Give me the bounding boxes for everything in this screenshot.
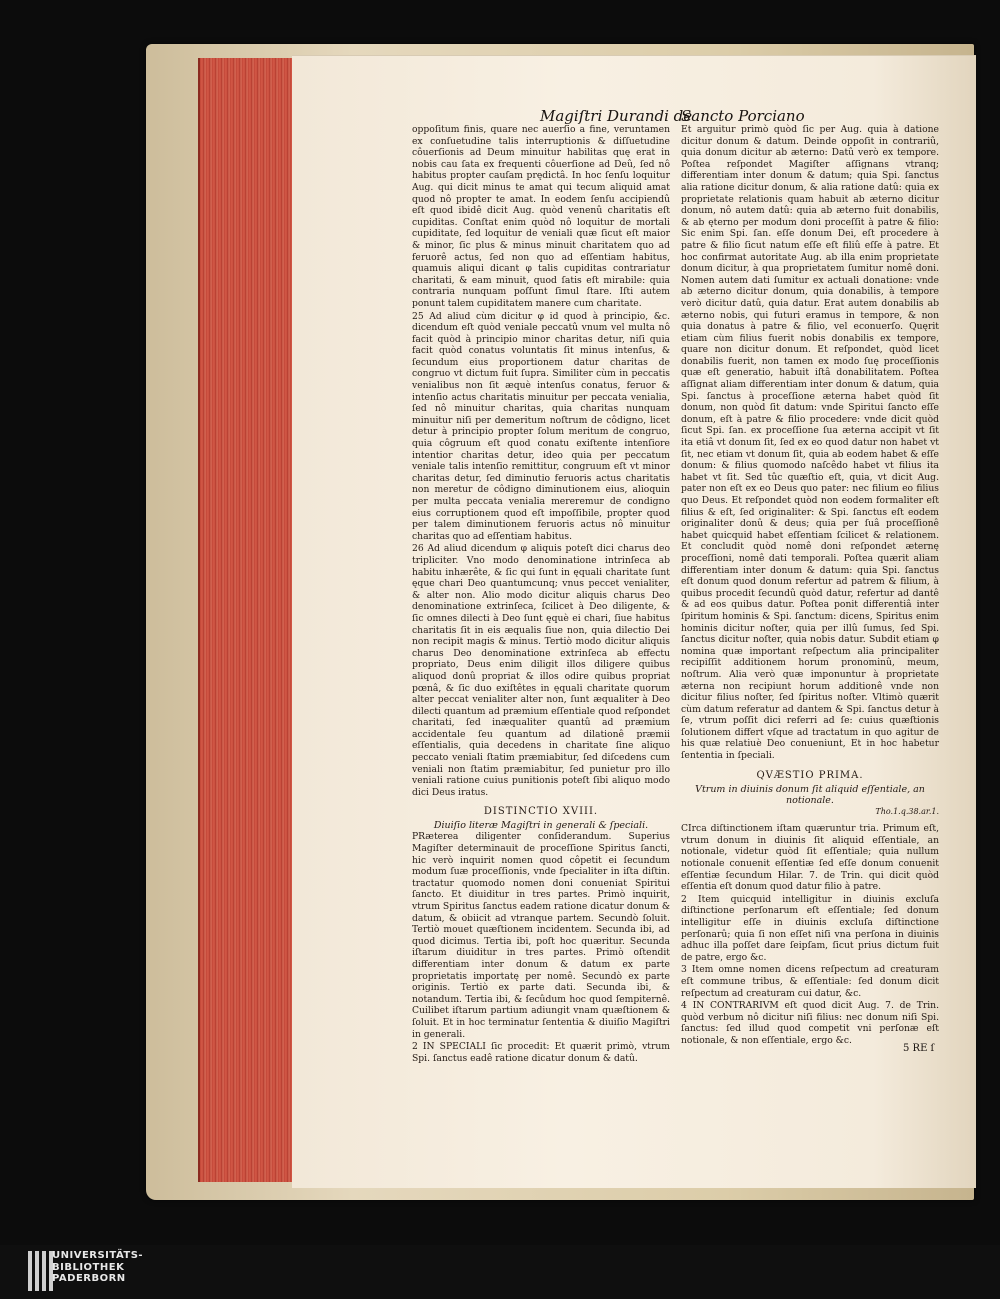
library-logo-text: [52, 1250, 143, 1285]
footer-bar: [0, 1245, 1000, 1299]
distinction-heading: DISTINCTIO XVIII.: [483, 806, 599, 818]
text-column-left: [412, 124, 670, 1064]
paragraph: 3 Item omne nomen dicens reſpectum ad creaturam eſt commune tribus, & eſſentiale: ſed donum dicit reſpectum ad creaturam cui datur, &c.: [681, 964, 939, 999]
paragraph: 4 IN CONTRARIVM eſt quod dicit Aug. 7. de Trin. quòd verbum nô dicitur niſi filius: nec donum niſi Spi. ſanctus: ſed illud quod competit vni perſonæ eſt notionale, & non eſſentiale, ergo &c.: [681, 1000, 939, 1046]
paragraph: CIrca diſtinctionem iſtam quæruntur tria. Primum eſt, vtrum donum in diuinis ſit aliquid eſſentiale, an notionale, videtur quòd ſit eſſentiale; quia nullum notionale conuenit eſſentiæ ſed eſſe donum conuenit eſſentiæ ſecundum Hilar. 7. de Trin. qui dicit quòd eſſentia eſt donum quod datur filio à patre.: [681, 823, 939, 893]
running-head-right: Sancto Porciano: [681, 107, 805, 125]
running-head-left: Magiſtri Durandi de: [540, 107, 693, 125]
text-column-right: [681, 124, 939, 1044]
paragraph: Et arguitur primò quòd ſic per Aug. quia à datione dicitur donum & datum. Deinde oppoſit in contrariû, quia donum dicitur ab æterno: Datû verò ex tempore. Poſtea reſpondet Magiſter aſſignans vtranq; differentiam inter donum & datum; quia Spi. ſanctus alia ratione dicitur donum, & alia ratione datû: quia ex proprietate relationis quam habuit ab æterno dicitur donum, nô autem datû: quia ab æterno fuit donabilis, & ab ęterno per modum doni proceſſit à patre & filio: Sic enim Spi. ſan. eſſe donum Dei, eſt procedere à patre & filio ſicut natum eſſe eſt filiû eſſe à patre. Et hoc confirmat autoritate Aug. ab illa enim proprietate donum dicitur, à qua proprietatem ſumitur nomê doni. Nomen autem dati ſumitur ex actuali donatione: vnde ab æterno dicitur donum, quia donabilis, à tempore verò dicitur datû, quia datur. Erat autem donabilis ab æterno nobis, qui futuri eramus in tempore, & non quia donatus à patre & filio, vel econuerſo. Quęrit etiam cùm filius fuerit nobis donabilis ex tempore, quare non dicitur donum. Et reſpondet, quòd licet donabilis fuerit, non tamen ex modo ſuę proceſſionis quæ eſt generatio, habuit iſtâ donabilitatem. Poſtea aſſignat aliam differentiam inter donum & datum, quia Spi. ſanctus à proceſſione æterna habet quòd ſit donum, non quòd ſit datum: vnde Spiritui ſancto eſſe donum, eſt à patre & filio procedere: vnde dicit quòd ſicut Spi. ſan. ex proceſſione ſua æterna accipit vt ſit ita etiâ vt donum ſit, ſed ex eo quod datur non habet vt ſit, nec etiam vt donum ſit, quia ab eodem habet & eſſe donum: & filius quomodo naſcêdo habet vt filius ita habet vt ſit. Sed tûc quæſtio eſt, quia, vt dicit Aug. pater non eſt ex eo Deus quo pater: nec filium eo filius quo Deus. Et reſpondet quòd non eodem formaliter eſt filius & eſt, ſed originaliter: & Spi. ſanctus eſt eodem originaliter donû & deus; quia per ſuâ proceſſionê habet quicquid habet eſſentiam ſcilicet & relationem. Et concludit quòd nomê doni reſpondet æternę proceſſioni, nomê dati temporali. Poſtea quærit aliam differentiam inter donum & datum: quia Spi. ſanctus eſt donum quod donum refertur ad patrem & filium, à quibus procedit ſecundû quòd datur, refertur ad dantê & ad eos quibus datur. Poſtea ponit differentiâ inter ſpiritum hominis & Spi. ſanctum: dicens, Spiritus enim hominis dicitur noſter, quia per illû ſumus, ſed Spi. ſanctus dicitur noſter, quia nobis datur. Subdit etiam φ nomina quæ important reſpectum alia principaliter recipiſſit additionem horum pronominû, meum, noſtrum. Alia verò quæ imponuntur à proprietate æterna non recipiunt horum additionê vnde non dicitur filius noſter, ſed ſpiritus noſter. Vltimò quærit cùm datum referatur ad dantem & Spi. ſanctus detur à ſe, vtrum poſſit dici referri ad ſe: cuius quæſtionis ſolutionem differt vſque ad tractatum in quo agitur de his quæ relatiuè Deo conueniunt, Et in hoc habetur ſententia in ſpeciali.: [681, 124, 939, 762]
paragraph: 25 Ad aliud cùm dicitur φ id quod à principio, &c. dicendum eſt quòd veniale peccatû vnum vel multa nô facit quòd à principio minor charitas detur, niſi quia facit quòd conatus voluntatis ſit minus intenſus, & ſecundum eius proportionem datur charitas de congruo vt dictum fuit ſupra. Similiter cùm in peccatis venialibus non ſit æquè intenſus conatus, feruor & intenſio actus charitatis minuitur per peccata venialia, ſed nô minuitur charitas, quia charitas nunquam minuitur niſi per demeritum noſtrum de côdigno, licet detur à principio propter ſolum meritum de congruo, quia côgruum eſt quod conatu exiſtente intenſiore intentior charitas detur, ideo quia per peccatum veniale talis intenſio remittitur, congruum eſt vt minor charitas detur, ſed diminutio feruoris actus charitatis non meretur de côdigno diminutionem eius, alioquin per multa peccata venialia mereremur de condigno eius corruptionem quod eſt impoſſibile, propter quod per talem diminutionem feruoris actus nô minuitur charitas quo ad eſſentiam habitus.: [412, 310, 670, 542]
library-logo-icon: [28, 1251, 53, 1291]
paragraph: PRæterea diligenter conſiderandum. Superius Magiſter determinauit de proceſſione Spiritus ſancti, hic verò inquirit nomen quod côpetit ei ſecundum modum ſuæ proceſſionis, vnde ſpecialiter in iſta diſtin. tractatur quomodo nomen doni conueniat Spiritui ſancto. Et diuiditur in tres partes. Primò inquirit, vtrum Spiritus ſanctus eadem ratione dicatur donum & datum, & obiicit ad vtranque partem. Secundò ſoluit. Tertiò mouet quæſtionem incidentem. Secunda ibi, ad quod dicimus. Tertia ibi, poſt hoc quæritur. Secunda iſtarum diuiditur in tres partes. Primò oſtendit differentiam inter donum & datum ex parte proprietatis importatę per nomê. Secundò ex parte originis. Tertiò ex parte dati. Secunda ibi, & notandum. Tertia ibi, & ſecûdum hoc quod ſempiternê. Cuilibet iſtarum partium adiungit vnam quæſtionem & ſoluit. Et in hoc terminatur ſententia & diuiſio Magiſtri in generali.: [412, 831, 670, 1040]
logo-line: UNIVERSITÄTS-: [52, 1250, 144, 1261]
paragraph: 2 IN SPECIALI ſic procedit: Et quærit primò, vtrum Spi. ſanctus eadê ratione dicatur donum & datû.: [412, 1041, 670, 1064]
question-subheading: Vtrum in diuinis donum ſit aliquid eſſentiale, an notionale.: [695, 783, 925, 806]
page-edges-red: [198, 58, 300, 1182]
paragraph: 2 Item quicquid intelligitur in diuinis excluſa diſtinctione perſonarum eſt eſſentiale; ſed donum intelligitur eſſe in diuinis excluſa diſtinctione perſonarû; quia ſi non eſſet niſi vna perſona in diuinis adhuc illa poſſet dare ſeipſam, ſicut prius dictum fuit de patre, ergo &c.: [681, 893, 939, 963]
catchword: 5 RE ſ: [903, 1043, 935, 1054]
paragraph: 26 Ad aliud dicendum φ aliquis poteſt dici charus deo tripliciter. Vno modo denominatione intrinſeca ab habitu inhærête, & ſic qui ſunt in ęquali charitate ſunt ęque chari Deo quantumcunq; vnus peccet venialiter, & alter non. Alio modo dicitur aliquis charus Deo denominatione extrinſeca, ſcilicet à Deo diligente, & ſic omnes dilecti à Deo ſunt ęquè ei chari, ſiue habitus charitatis ſit in eis æqualis ſiue non, quia dilectio Dei non recipit magis & minus. Tertiò modo dicitur aliquis charus Deo denominatione extrinſeca ab effectu propriato, Deus enim diligit illos diligere quibus aliquod donû propriat & illos odire quibus propriat pœnâ, & ſic duo exiſtêtes in ęquali charitate quorum alter peccat venialiter alter non, ſunt æqualiter à Deo dilecti quantum ad præmium eſſentiale quod reſpondet charitati, ſed inæqualiter quantû ad præmium accidentale ſeu quantum ad dilationê præmii eſſentialis, quia decedens in charitate ſine aliquo peccato veniali ſtatim præmiabitur, ſed diſcedens cum veniali non ſtatim præmiabitur, ſed punietur pro illo veniali ratione cuius punitionis poteſt ſibi aliquo modo dici Deus iratus.: [412, 543, 670, 798]
distinction-subheading: Diuiſio literæ Magiſtri in generali & ſpeciali.: [433, 820, 649, 832]
paragraph: oppoſitum finis, quare nec auerſio a fine, veruntamen ex conſuetudine talis interruptionis & diſſuetudine côuerſionis ad Deum minuitur habilitas quę erat in nobis cau ſata ex frequenti côuerſione ad Deû, ſed nô habitus propter cauſam prędictâ. In hoc ſenſu loquitur Aug. qui dicit minus te amat qui tecum aliquid amat quod nô propter te amat. In eodem ſenſu accipiendû eſt quod ibidê dicit Aug. quòd venenû charitatis eſt cupiditas. Conſtat enim quòd nô loquitur de mortali cupiditate, ſed loquitur de veniali quæ ſicut eſt maior & minor, ſic plus & minus minuit charitatem quo ad feruorê actus, ſed non quo ad eſſentiam habitus, quamuis aliqui dicant φ talis cupiditas contrariatur charitati, & eam minuit, quod ſatis eſt mirabile: quia contraria nunquam poſſunt ſimul ſtare. Iſti autem ponunt talem cupiditatem manere cum charitate.: [412, 124, 670, 309]
question-reference: Tho.1.q.38.ar.1.: [875, 806, 939, 816]
logo-line: PADERBORN: [52, 1273, 126, 1284]
logo-line: BIBLIOTHEK: [52, 1261, 125, 1273]
question-heading: QVÆSTIO PRIMA.: [756, 769, 864, 781]
